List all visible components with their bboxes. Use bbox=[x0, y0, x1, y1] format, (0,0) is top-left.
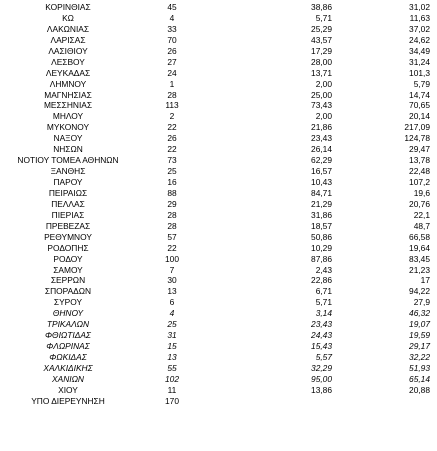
cases-cell: 11 bbox=[167, 384, 177, 395]
table-row bbox=[0, 374, 437, 385]
table-row bbox=[0, 243, 437, 254]
cases-cell: 15 bbox=[167, 341, 177, 352]
cases-cell: 102 bbox=[165, 373, 179, 384]
name-cell: ΜΑΓΝΗΣΙΑΣ bbox=[44, 89, 92, 100]
table-row bbox=[0, 221, 437, 232]
rate-cell: 20,88 bbox=[409, 384, 430, 395]
name-cell: ΝΑΞΟΥ bbox=[53, 133, 83, 144]
cases-cell: 22 bbox=[167, 242, 177, 253]
table-row bbox=[0, 385, 437, 396]
rate-cell: 29,17 bbox=[409, 341, 430, 352]
cases-cell: 4 bbox=[169, 308, 175, 319]
cases-cell: 30 bbox=[167, 275, 177, 286]
table-row bbox=[0, 100, 437, 111]
table-row bbox=[0, 319, 437, 330]
rate-cell: 5,71 bbox=[315, 297, 332, 308]
rate-cell: 22,1 bbox=[413, 209, 430, 220]
name-cell: ΧΙΟΥ bbox=[58, 384, 78, 395]
name-cell: ΜΕΣΣΗΝΙΑΣ bbox=[43, 100, 93, 111]
rate-cell: 11,63 bbox=[409, 12, 430, 23]
rate-cell: 107,2 bbox=[409, 177, 430, 187]
table-row bbox=[0, 79, 437, 90]
name-cell: ΛΑΣΙΘΙΟΥ bbox=[48, 45, 88, 56]
rate-cell: 13,71 bbox=[311, 67, 332, 78]
cases-cell: 170 bbox=[165, 395, 179, 406]
rate-cell: 3,14 bbox=[315, 308, 332, 319]
rate-cell: 217,09 bbox=[404, 122, 430, 133]
table-row bbox=[0, 232, 437, 243]
table-row bbox=[0, 13, 437, 24]
table-row bbox=[0, 308, 437, 319]
rate-cell: 26,14 bbox=[311, 144, 332, 155]
rate-cell: 2,00 bbox=[315, 78, 332, 89]
name-cell: ΛΕΥΚΑΔΑΣ bbox=[45, 67, 91, 78]
name-cell: ΡΟΔΟΥ bbox=[53, 253, 83, 264]
name-cell: ΘΗΝΟΥ bbox=[52, 308, 84, 319]
name-cell: ΣΥΡΟΥ bbox=[53, 297, 83, 308]
cases-cell: 100 bbox=[165, 253, 179, 264]
rate-cell: 14,74 bbox=[409, 89, 430, 100]
rate-cell: 62,29 bbox=[311, 155, 332, 166]
table-row bbox=[0, 46, 437, 57]
name-cell: ΜΥΚΟΝΟΥ bbox=[46, 122, 90, 133]
cases-cell: 45 bbox=[167, 2, 177, 12]
table-row bbox=[0, 177, 437, 188]
name-cell: ΚΩ bbox=[62, 12, 74, 23]
name-cell: ΡΕΘΥΜΝΟΥ bbox=[44, 231, 92, 242]
rate-cell: 23,43 bbox=[311, 133, 332, 144]
rate-cell: 20,76 bbox=[409, 198, 430, 209]
table-row bbox=[0, 352, 437, 363]
name-cell: ΣΑΜΟΥ bbox=[53, 264, 83, 275]
name-cell: ΥΠΟ ΔΙΕΡΕΥΝΗΣΗ bbox=[31, 395, 105, 406]
cases-cell: 22 bbox=[167, 122, 177, 133]
rate-cell: 31,24 bbox=[409, 56, 430, 67]
rate-cell: 2,43 bbox=[315, 264, 332, 275]
name-cell: ΛΑΚΩΝΙΑΣ bbox=[46, 23, 90, 34]
cases-cell: 28 bbox=[167, 89, 177, 100]
table-row bbox=[0, 57, 437, 68]
rate-cell: 5,79 bbox=[413, 78, 430, 89]
cases-cell: 33 bbox=[167, 23, 177, 34]
rate-cell: 27,9 bbox=[413, 297, 430, 308]
table-row bbox=[0, 396, 437, 407]
name-cell: ΠΕΙΡΑΙΩΣ bbox=[48, 187, 88, 198]
name-cell: ΡΟΔΟΠΗΣ bbox=[47, 242, 89, 253]
name-cell: ΣΕΡΡΩΝ bbox=[50, 275, 86, 286]
rate-cell: 23,43 bbox=[311, 319, 332, 330]
cases-cell: 31 bbox=[167, 330, 177, 341]
rate-cell: 24,43 bbox=[311, 330, 332, 341]
rate-cell: 10,43 bbox=[311, 177, 332, 187]
rate-cell: 46,32 bbox=[409, 308, 430, 319]
cases-cell: 1 bbox=[169, 78, 175, 89]
rate-cell: 73,43 bbox=[311, 100, 332, 111]
rate-cell: 32,22 bbox=[409, 352, 430, 362]
table-row bbox=[0, 24, 437, 35]
table-row bbox=[0, 144, 437, 155]
table-row bbox=[0, 68, 437, 79]
table-row bbox=[0, 265, 437, 276]
name-cell: ΝΟΤΙΟΥ ΤΟΜΕΑ ΑΘΗΝΩΝ bbox=[17, 155, 119, 166]
rate-cell: 13,78 bbox=[409, 155, 430, 166]
table-row bbox=[0, 363, 437, 374]
name-cell: ΦΩΚΙΔΑΣ bbox=[49, 352, 87, 362]
rate-cell: 5,71 bbox=[315, 12, 332, 23]
name-cell: ΛΑΡΙΣΑΣ bbox=[50, 34, 86, 45]
cases-cell: 55 bbox=[167, 362, 177, 373]
rate-cell: 19,07 bbox=[409, 319, 430, 330]
rate-cell: 38,86 bbox=[311, 2, 332, 12]
cases-cell: 73 bbox=[167, 155, 177, 166]
cases-cell: 7 bbox=[169, 264, 175, 275]
rate-cell: 5,57 bbox=[315, 352, 332, 362]
table-row bbox=[0, 286, 437, 297]
name-cell: ΠΕΛΛΑΣ bbox=[51, 198, 85, 209]
rate-cell: 17 bbox=[420, 275, 430, 286]
rate-cell: 31,86 bbox=[311, 209, 332, 220]
name-cell: ΧΑΝΙΩΝ bbox=[52, 373, 84, 384]
rate-cell: 65,14 bbox=[409, 373, 430, 384]
table-row bbox=[0, 111, 437, 122]
cases-cell: 4 bbox=[169, 12, 175, 23]
rate-cell: 16,57 bbox=[311, 166, 332, 177]
cases-cell: 6 bbox=[169, 297, 175, 308]
table-row bbox=[0, 297, 437, 308]
rate-cell: 29,47 bbox=[409, 144, 430, 155]
rate-cell: 48,7 bbox=[413, 220, 430, 231]
table-row bbox=[0, 210, 437, 221]
name-cell: ΜΗΛΟΥ bbox=[52, 111, 84, 122]
rate-cell: 17,29 bbox=[311, 45, 332, 56]
name-cell: ΦΛΩΡΙΝΑΣ bbox=[46, 341, 90, 352]
cases-cell: 29 bbox=[167, 198, 177, 209]
rate-cell: 50,86 bbox=[311, 231, 332, 242]
rate-cell: 83,45 bbox=[409, 253, 430, 264]
name-cell: ΚΟΡΙΝΘΙΑΣ bbox=[45, 2, 91, 12]
cases-cell: 26 bbox=[167, 133, 177, 144]
rate-cell: 18,57 bbox=[311, 220, 332, 231]
table-row bbox=[0, 2, 437, 13]
rate-cell: 24,62 bbox=[409, 34, 430, 45]
rate-cell: 43,57 bbox=[311, 34, 332, 45]
rate-cell: 19,59 bbox=[409, 330, 430, 341]
rate-cell: 124,78 bbox=[404, 133, 430, 144]
rate-cell: 101,3 bbox=[409, 67, 430, 78]
rate-cell: 13,86 bbox=[311, 384, 332, 395]
table-row bbox=[0, 155, 437, 166]
table-row bbox=[0, 254, 437, 265]
rate-cell: 31,02 bbox=[409, 2, 430, 12]
name-cell: ΦΘΙΩΤΙΔΑΣ bbox=[45, 330, 91, 341]
table-row bbox=[0, 166, 437, 177]
table-row bbox=[0, 188, 437, 199]
cases-cell: 2 bbox=[169, 111, 175, 122]
table-row bbox=[0, 35, 437, 46]
name-cell: ΠΡΕΒΕΖΑΣ bbox=[45, 220, 91, 231]
rate-cell: 10,29 bbox=[311, 242, 332, 253]
cases-cell: 16 bbox=[167, 177, 177, 187]
rate-cell: 15,43 bbox=[311, 341, 332, 352]
cases-cell: 26 bbox=[167, 45, 177, 56]
rate-cell: 22,48 bbox=[409, 166, 430, 177]
name-cell: ΠΑΡΟΥ bbox=[53, 177, 83, 187]
name-cell: ΤΡΙΚΑΛΩΝ bbox=[46, 319, 90, 330]
rate-cell: 21,86 bbox=[311, 122, 332, 133]
rate-cell: 25,00 bbox=[311, 89, 332, 100]
rate-cell: 21,29 bbox=[311, 198, 332, 209]
rate-cell: 25,29 bbox=[311, 23, 332, 34]
rate-cell: 22,86 bbox=[311, 275, 332, 286]
rate-cell: 34,49 bbox=[409, 45, 430, 56]
table-row bbox=[0, 199, 437, 210]
rate-cell: 94,22 bbox=[409, 286, 430, 297]
table-row bbox=[0, 133, 437, 144]
table-row bbox=[0, 341, 437, 352]
cases-cell: 22 bbox=[167, 144, 177, 155]
table-row bbox=[0, 330, 437, 341]
cases-cell: 24 bbox=[167, 67, 177, 78]
cases-cell: 70 bbox=[167, 34, 177, 45]
name-cell: ΠΙΕΡΙΑΣ bbox=[51, 209, 85, 220]
cases-cell: 57 bbox=[167, 231, 177, 242]
name-cell: ΞΑΝΘΗΣ bbox=[50, 166, 86, 177]
rate-cell: 20,14 bbox=[409, 111, 430, 122]
rate-cell: 95,00 bbox=[311, 373, 332, 384]
rate-cell: 32,29 bbox=[311, 362, 332, 373]
rate-cell: 37,02 bbox=[409, 23, 430, 34]
cases-cell: 13 bbox=[167, 286, 177, 297]
table-row bbox=[0, 90, 437, 101]
cases-cell: 25 bbox=[167, 166, 177, 177]
rate-cell: 51,93 bbox=[409, 362, 430, 373]
rate-cell: 19,6 bbox=[413, 187, 430, 198]
name-cell: ΛΗΜΝΟΥ bbox=[49, 78, 87, 89]
data-table bbox=[0, 2, 437, 407]
rate-cell: 84,71 bbox=[311, 187, 332, 198]
name-cell: ΣΠΟΡΑΔΩΝ bbox=[44, 286, 92, 297]
name-cell: ΛΕΣΒΟΥ bbox=[51, 56, 85, 67]
cases-cell: 13 bbox=[167, 352, 177, 362]
rate-cell: 19,64 bbox=[409, 242, 430, 253]
rate-cell: 6,71 bbox=[315, 286, 332, 297]
rate-cell: 21,23 bbox=[409, 264, 430, 275]
rate-cell: 70,65 bbox=[409, 100, 430, 111]
rate-cell: 66,58 bbox=[409, 231, 430, 242]
rate-cell: 28,00 bbox=[311, 56, 332, 67]
table-row bbox=[0, 275, 437, 286]
table-row bbox=[0, 122, 437, 133]
name-cell: ΝΗΣΩΝ bbox=[53, 144, 83, 155]
cases-cell: 27 bbox=[167, 56, 177, 67]
cases-cell: 28 bbox=[167, 209, 177, 220]
name-cell: ΧΑΛΚΙΔΙΚΗΣ bbox=[43, 362, 93, 373]
rate-cell: 2,00 bbox=[315, 111, 332, 122]
cases-cell: 113 bbox=[165, 100, 179, 111]
cases-cell: 28 bbox=[167, 220, 177, 231]
rate-cell: 87,86 bbox=[311, 253, 332, 264]
cases-cell: 88 bbox=[167, 187, 177, 198]
cases-cell: 25 bbox=[167, 319, 177, 330]
